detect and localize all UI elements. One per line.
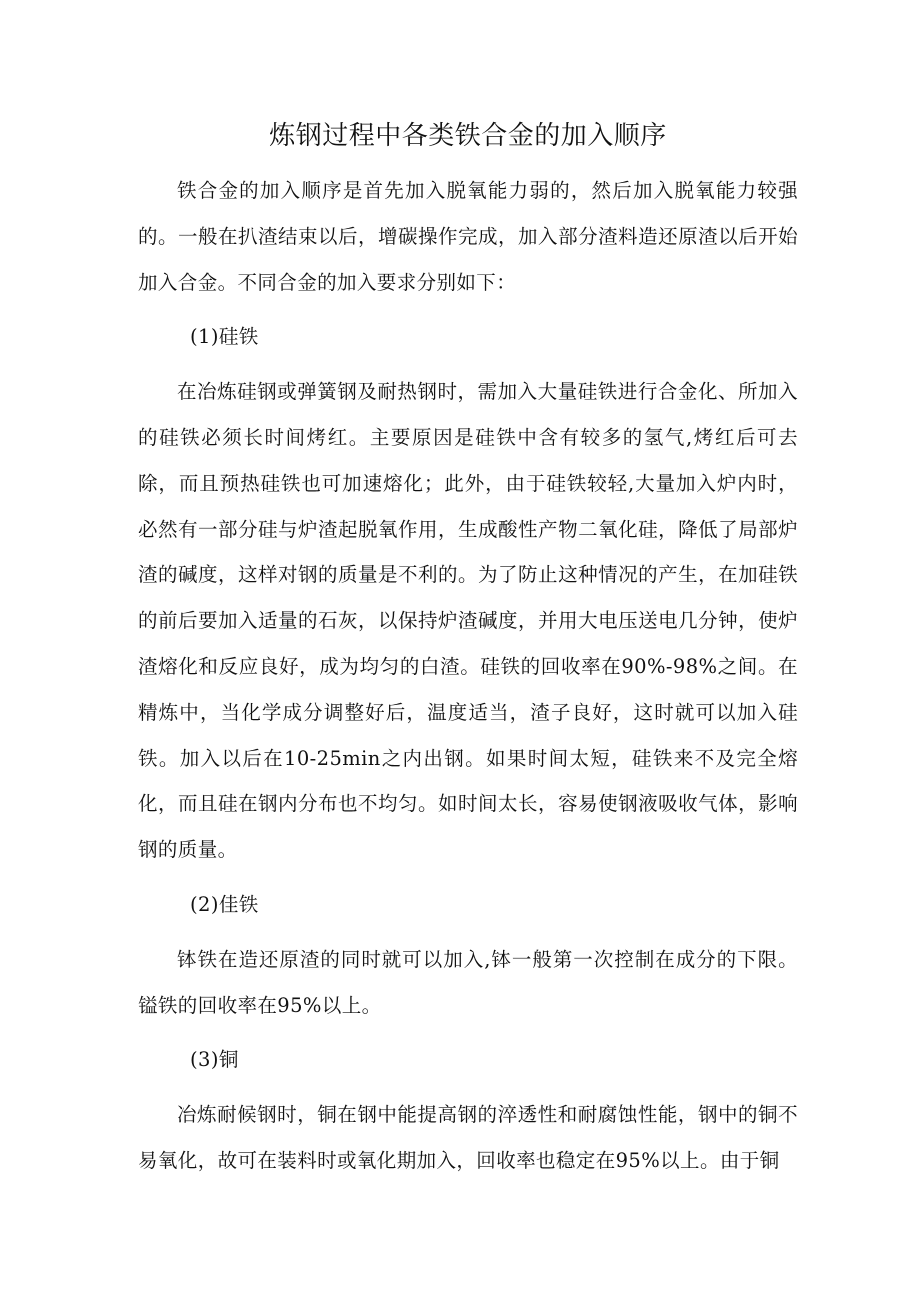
section-body-copper: 冶炼耐候钢时，铜在钢中能提高钢的淬透性和耐腐蚀性能，钢中的铜不易氧化，故可在装料时或氧化期加入，回收率也稳定在95%以上。由于铜 (138, 1103, 798, 1172)
document-page (138, 108, 798, 1184)
intro-paragraph: 铁合金的加入顺序是首先加入脱氧能力弱的，然后加入脱氧能力较强的。一般在扒渣结束以后，增碳操作完成，加入部分渣料造还原渣以后开始加入合金。不同合金的加入要求分别如下： (138, 179, 798, 294)
section-heading-ferromanganese: (2)佳铁 (190, 892, 259, 916)
section-heading-ferrosilicon: (1)硅铁 (190, 325, 259, 349)
section-heading-copper: (3)铜 (190, 1048, 239, 1072)
document-title: 炼钢过程中各类铁合金的加入顺序 (269, 121, 667, 151)
section-body-ferromanganese: 钵铁在造还原渣的同时就可以加入,钵一般第一次控制在成分的下限。镒铁的回收率在95%以上。 (138, 947, 798, 1017)
section-body-ferrosilicon: 在冶炼硅钢或弹簧钢及耐热钢时，需加入大量硅铁进行合金化、所加入的硅铁必须长时间烤红。主要原因是硅铁中含有较多的氢气,烤红后可去除，而且预热硅铁也可加速熔化；此外，由于硅铁较轻,大量加入炉内时，必然有一部分硅与炉渣起脱氧作用，生成酸性产物二氧化硅，降低了局部炉渣的碱度，这样对钢的质量是不利的。为了防止这种情况的产生，在加硅铁的前后要加入适量的石灰，以保持炉渣碱度，并用大电压送电几分钟，使炉渣熔化和反应良好，成为均匀的白渣。硅铁的回收率在90%-98%之间。在精炼中，当化学成分调整好后，温度适当，渣子良好，这时就可以加入硅铁。加入以后在10-25min之内出钢。如果时间太短，硅铁来不及完全熔化，而且硅在钢内分布也不均匀。如时间太长，容易使钢液吸收气体，影响钢的质量。 (138, 380, 798, 862)
